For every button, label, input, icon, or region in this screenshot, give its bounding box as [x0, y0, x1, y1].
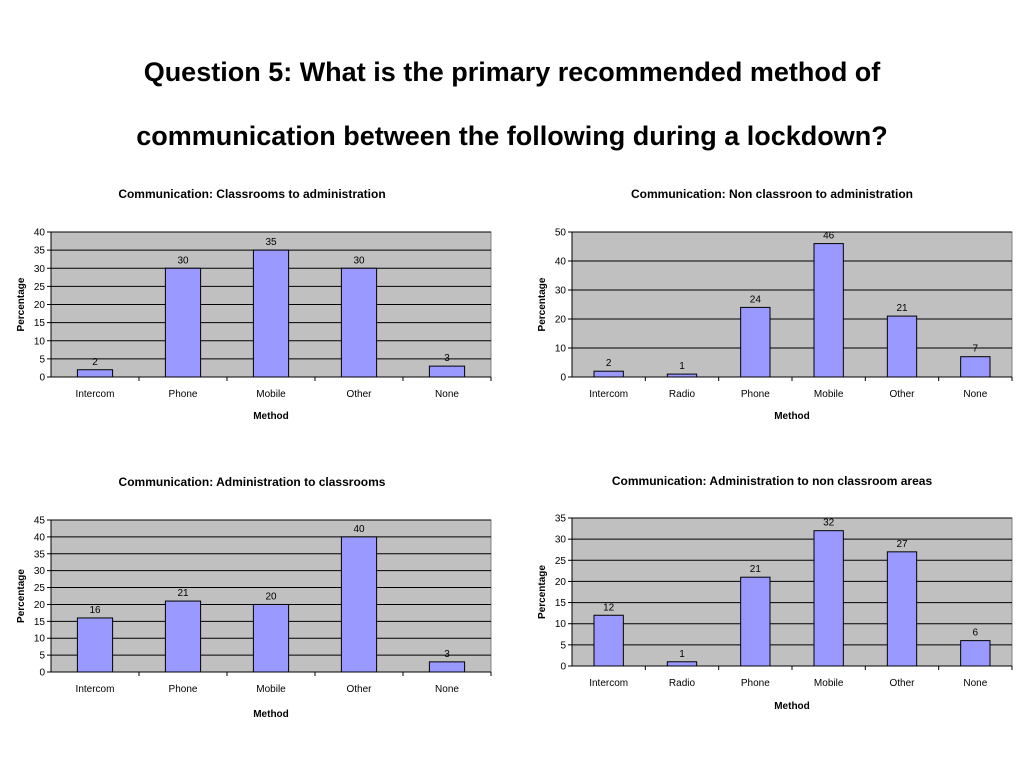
- data-label: 21: [896, 303, 908, 315]
- data-label: 16: [89, 604, 101, 616]
- data-label: 3: [444, 648, 450, 660]
- bar-other: [341, 537, 376, 672]
- y-axis-label: Percentage: [537, 277, 548, 332]
- bar-mobile: [814, 244, 843, 377]
- y-tick-label: 15: [33, 318, 45, 330]
- x-axis-label: Method: [253, 411, 289, 422]
- data-label: 12: [603, 602, 615, 614]
- y-tick-label: 10: [33, 336, 45, 348]
- data-label: 46: [823, 230, 835, 242]
- bar-phone: [741, 307, 770, 377]
- y-tick-label: 10: [33, 633, 45, 645]
- bar-none: [429, 662, 464, 672]
- bar-mobile: [814, 531, 843, 666]
- y-tick-label: 30: [554, 285, 566, 297]
- x-tick-label: None: [435, 389, 459, 400]
- y-tick-label: 20: [33, 599, 45, 611]
- y-tick-label: 5: [39, 650, 45, 662]
- data-label: 7: [972, 343, 979, 355]
- y-tick-label: 20: [554, 314, 566, 326]
- data-label: 1: [679, 648, 685, 660]
- chart-title: Communication: Non classroon to administration: [630, 187, 914, 201]
- bar-intercom: [594, 371, 623, 377]
- y-tick-label: 30: [33, 566, 45, 578]
- y-tick-label: 0: [560, 372, 566, 384]
- x-tick-label: Phone: [740, 389, 770, 400]
- data-label: 20: [265, 591, 277, 603]
- data-label: 3: [444, 353, 450, 365]
- x-tick-label: Phone: [740, 678, 770, 689]
- y-tick-label: 0: [39, 667, 45, 679]
- y-tick-label: 5: [560, 640, 566, 652]
- bar-other: [887, 316, 916, 377]
- data-label: 2: [605, 358, 612, 370]
- y-tick-label: 25: [554, 555, 566, 567]
- y-axis-label: Percentage: [16, 277, 27, 332]
- bar-mobile: [253, 250, 288, 377]
- bar-phone: [741, 577, 770, 666]
- x-axis-label: Method: [774, 701, 810, 712]
- bar-intercom: [77, 370, 112, 377]
- data-label: 2: [92, 356, 98, 368]
- x-tick-label: Mobile: [256, 684, 286, 695]
- bar-none: [961, 641, 990, 666]
- data-label: 35: [265, 237, 277, 249]
- slide-title-line-1: Question 5: What is the primary recommended method of: [143, 57, 881, 87]
- chart-title: Communication: Classrooms to administration: [118, 187, 386, 201]
- y-tick-label: 10: [554, 343, 566, 355]
- bar-none: [961, 357, 990, 377]
- y-tick-label: 15: [554, 598, 566, 610]
- data-label: 21: [749, 564, 761, 576]
- x-tick-label: Mobile: [813, 389, 844, 400]
- y-tick-label: 20: [554, 576, 566, 588]
- x-tick-label: Other: [889, 678, 915, 689]
- chart-1: [16, 187, 491, 422]
- data-label: 32: [823, 517, 835, 529]
- slide-title-line-2: communication between the following during a lockdown?: [136, 121, 888, 151]
- y-tick-label: 30: [33, 263, 45, 275]
- data-label: 40: [353, 523, 365, 535]
- bar-mobile: [253, 604, 288, 672]
- y-tick-label: 25: [33, 583, 45, 595]
- y-tick-label: 40: [33, 227, 45, 239]
- y-tick-label: 0: [39, 372, 45, 384]
- data-label: 27: [896, 538, 908, 550]
- y-tick-label: 35: [554, 513, 566, 525]
- y-tick-label: 50: [554, 227, 566, 239]
- bar-phone: [165, 268, 200, 377]
- data-label: 6: [972, 627, 979, 639]
- x-axis-label: Method: [774, 411, 810, 422]
- chart-title: Communication: Administration to classrooms: [118, 475, 386, 489]
- y-tick-label: 25: [33, 281, 45, 293]
- bar-other: [341, 268, 376, 377]
- data-label: 30: [353, 255, 365, 267]
- x-axis-label: Method: [253, 709, 289, 720]
- data-label: 21: [177, 588, 189, 600]
- chart-title: Communication: Administration to non classroom areas: [611, 474, 933, 488]
- y-axis-label: Percentage: [537, 565, 548, 619]
- y-tick-label: 40: [33, 532, 45, 544]
- chart-2: [537, 187, 1012, 422]
- y-tick-label: 0: [560, 661, 566, 673]
- x-tick-label: Other: [889, 389, 915, 400]
- y-tick-label: 40: [554, 256, 566, 268]
- x-tick-label: None: [963, 389, 988, 400]
- bar-other: [887, 552, 916, 666]
- x-tick-label: Mobile: [256, 389, 286, 400]
- x-tick-label: Radio: [668, 389, 696, 400]
- plot-area: [572, 232, 1012, 377]
- chart-3: [16, 475, 491, 720]
- y-tick-label: 35: [33, 245, 45, 257]
- bar-radio: [667, 662, 696, 666]
- y-tick-label: 5: [39, 354, 45, 366]
- data-label: 30: [177, 255, 189, 267]
- x-tick-label: Intercom: [589, 389, 629, 400]
- x-tick-label: Intercom: [75, 684, 115, 695]
- chart-4: [537, 474, 1012, 712]
- y-tick-label: 35: [33, 549, 45, 561]
- data-label: 24: [749, 294, 761, 306]
- bar-radio: [667, 374, 696, 377]
- y-tick-label: 10: [554, 619, 566, 631]
- y-tick-label: 15: [33, 616, 45, 628]
- bar-none: [429, 366, 464, 377]
- x-tick-label: Radio: [668, 678, 696, 689]
- x-tick-label: Phone: [168, 389, 198, 400]
- y-tick-label: 20: [33, 300, 45, 311]
- plot-area: [572, 518, 1012, 666]
- x-tick-label: None: [963, 678, 988, 689]
- bar-phone: [165, 601, 200, 672]
- y-tick-label: 45: [33, 515, 45, 527]
- y-axis-label: Percentage: [16, 569, 27, 623]
- x-tick-label: Phone: [168, 684, 198, 695]
- x-tick-label: Other: [346, 389, 372, 400]
- bar-intercom: [77, 618, 112, 672]
- x-tick-label: None: [435, 684, 459, 695]
- y-tick-label: 30: [554, 534, 566, 546]
- x-tick-label: Mobile: [813, 678, 844, 689]
- bar-intercom: [594, 615, 623, 666]
- x-tick-label: Other: [346, 684, 372, 695]
- x-tick-label: Intercom: [75, 389, 115, 400]
- data-label: 1: [679, 361, 685, 373]
- x-tick-label: Intercom: [589, 678, 629, 689]
